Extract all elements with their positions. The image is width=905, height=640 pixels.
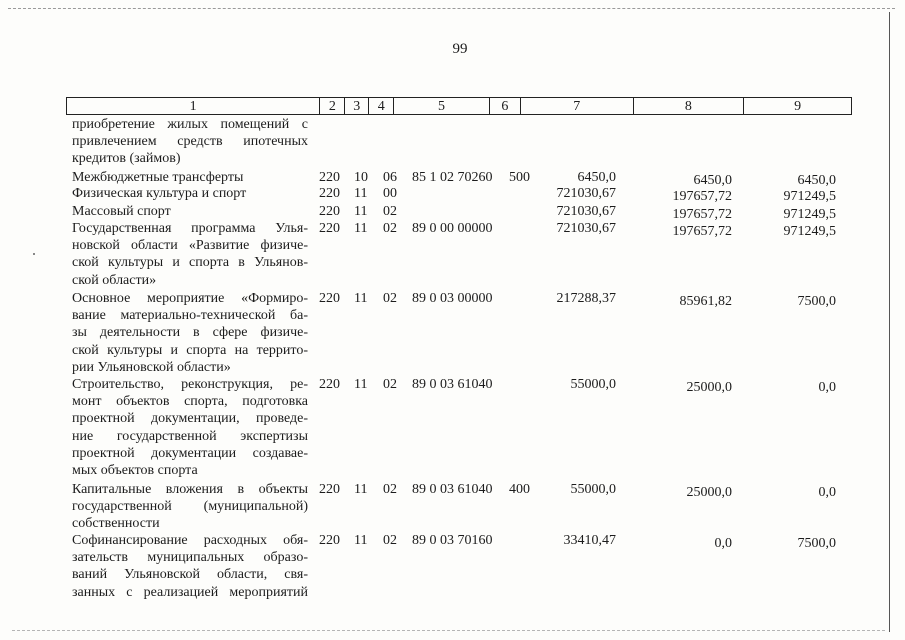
header-col-9: 9 bbox=[794, 99, 802, 114]
row-name-line: ской культуры и спорта на террито- bbox=[72, 342, 308, 358]
row-name-line: собственности bbox=[72, 516, 160, 532]
row-name-line: ской культуры и спорта в Ульянов- bbox=[72, 255, 308, 271]
row-name-line: рии Ульяновской области» bbox=[72, 359, 231, 375]
cell-col-2: 220 bbox=[319, 221, 340, 236]
cell-col-2: 220 bbox=[319, 533, 340, 548]
cell-col-3: 11 bbox=[354, 482, 368, 497]
cell-col-9: 7500,0 bbox=[797, 536, 836, 551]
cell-col-7: 721030,67 bbox=[556, 186, 616, 201]
row-name-line: новской области «Развитие физиче- bbox=[72, 238, 308, 254]
row-name-line: зательств муниципальных образо- bbox=[72, 550, 308, 566]
cell-col-8: 197657,72 bbox=[672, 189, 732, 204]
cell-col-2: 220 bbox=[319, 482, 340, 497]
cell-col-4: 02 bbox=[383, 533, 397, 548]
cell-col-4: 02 bbox=[383, 482, 397, 497]
cell-col-8: 85961,82 bbox=[679, 294, 732, 309]
row-name-line: ваний Ульяновской области, свя- bbox=[72, 567, 308, 583]
cell-col-4: 02 bbox=[383, 221, 397, 236]
cell-col-2: 220 bbox=[319, 170, 340, 185]
cell-col-5: 85 1 02 70260 bbox=[412, 170, 493, 185]
row-name-line: Капитальные вложения в объекты bbox=[72, 482, 308, 497]
cell-col-8: 0,0 bbox=[714, 536, 732, 551]
cell-col-3: 11 bbox=[354, 533, 368, 548]
header-col-4: 4 bbox=[369, 98, 394, 114]
row-name-line: Межбюджетные трансферты bbox=[72, 170, 244, 185]
row-name-line: мых объектов спорта bbox=[72, 462, 198, 478]
row-name-line: Строительство, реконструкция, ре- bbox=[72, 377, 308, 392]
cell-col-2: 220 bbox=[319, 377, 340, 392]
row-name-line: государственной (муниципальной) bbox=[72, 499, 308, 515]
header-col-2: 2 bbox=[320, 98, 345, 114]
cell-col-7: 55000,0 bbox=[570, 482, 616, 497]
row-name bbox=[72, 169, 308, 186]
header-col-1: 1 bbox=[67, 98, 320, 114]
header-col-3: 3 bbox=[345, 98, 369, 114]
row-name-line: вание материально-технической ба- bbox=[72, 308, 308, 324]
scan-edge-top bbox=[8, 8, 895, 9]
cell-col-5: 89 0 03 61040 bbox=[412, 482, 493, 497]
cell-col-4: 06 bbox=[383, 170, 397, 185]
row-name-line: Софинансирование расходных обя- bbox=[72, 533, 308, 548]
row-name bbox=[72, 376, 308, 479]
cell-col-5: 89 0 03 70160 bbox=[412, 533, 493, 548]
cell-col-8: 25000,0 bbox=[686, 485, 732, 500]
row-name-line: Массовый спорт bbox=[72, 204, 171, 219]
cell-col-9: 0,0 bbox=[818, 380, 836, 395]
cell-col-2: 220 bbox=[319, 204, 340, 219]
row-name-line: ние государственной экспертизы bbox=[72, 428, 308, 444]
row-name-line: привлечением средств ипотечных bbox=[72, 134, 308, 150]
row-name bbox=[72, 290, 308, 376]
cell-col-3: 11 bbox=[354, 221, 368, 236]
cell-col-2: 220 bbox=[319, 291, 340, 306]
row-name-line: проектной документации создавае- bbox=[72, 445, 308, 461]
row-name-line: кредитов (займов) bbox=[72, 151, 181, 167]
row-name bbox=[72, 532, 308, 601]
cell-col-9: 971249,5 bbox=[783, 189, 836, 204]
row-name-line: приобретение жилых помещений с bbox=[72, 117, 308, 132]
cell-col-9: 0,0 bbox=[818, 485, 836, 500]
cell-col-7: 6450,0 bbox=[577, 170, 616, 185]
row-name-line: зы деятельности в сфере физиче- bbox=[72, 325, 308, 341]
header-col-7: 7 bbox=[521, 98, 634, 114]
cell-col-9: 971249,5 bbox=[783, 207, 836, 222]
cell-col-8: 197657,72 bbox=[672, 224, 732, 239]
cell-col-3: 10 bbox=[354, 170, 368, 185]
scan-edge-right bbox=[889, 12, 890, 632]
row-name bbox=[72, 116, 308, 168]
cell-col-4: 02 bbox=[383, 291, 397, 306]
row-name bbox=[72, 203, 308, 220]
cell-col-8: 6450,0 bbox=[693, 173, 732, 188]
cell-col-3: 11 bbox=[354, 186, 368, 201]
row-name-line: проектной документации, проведе- bbox=[72, 411, 308, 427]
scan-edge-bottom bbox=[12, 630, 885, 631]
cell-col-9: 7500,0 bbox=[797, 294, 836, 309]
row-name bbox=[72, 220, 308, 289]
header-col-5: 5 bbox=[394, 98, 490, 114]
row-name-line: монт объектов спорта, подготовка bbox=[72, 394, 308, 410]
row-name-line: Основное мероприятие «Формиро- bbox=[72, 291, 308, 306]
cell-col-4: 00 bbox=[383, 186, 397, 201]
cell-col-6: 400 bbox=[509, 482, 530, 497]
cell-col-7: 55000,0 bbox=[570, 377, 616, 392]
header-col-8: 8 bbox=[634, 98, 745, 114]
page-number: 99 bbox=[452, 41, 468, 57]
cell-col-2: 220 bbox=[319, 186, 340, 201]
cell-col-5: 89 0 03 00000 bbox=[412, 291, 493, 306]
cell-col-7: 33410,47 bbox=[563, 533, 616, 548]
scan-speck bbox=[33, 253, 35, 255]
cell-col-8: 25000,0 bbox=[686, 380, 732, 395]
row-name-line: ской области» bbox=[72, 272, 157, 288]
cell-col-6: 500 bbox=[509, 170, 530, 185]
row-name bbox=[72, 481, 308, 533]
cell-col-3: 11 bbox=[354, 377, 368, 392]
cell-col-7: 721030,67 bbox=[556, 204, 616, 219]
cell-col-9: 6450,0 bbox=[797, 173, 836, 188]
cell-col-9: 971249,5 bbox=[783, 224, 836, 239]
cell-col-3: 11 bbox=[354, 204, 368, 219]
cell-col-5: 89 0 00 00000 bbox=[412, 221, 493, 236]
table-header-row bbox=[66, 97, 852, 115]
cell-col-4: 02 bbox=[383, 377, 397, 392]
cell-col-5: 89 0 03 61040 bbox=[412, 377, 493, 392]
cell-col-7: 721030,67 bbox=[556, 221, 616, 236]
cell-col-8: 197657,72 bbox=[672, 207, 732, 222]
cell-col-7: 217288,37 bbox=[556, 291, 616, 306]
row-name-line: занных с реализацией мероприятий bbox=[72, 584, 308, 600]
cell-col-3: 11 bbox=[354, 291, 368, 306]
header-col-6: 6 bbox=[490, 98, 521, 114]
row-name-line: Государственная программа Улья- bbox=[72, 221, 308, 236]
cell-col-4: 02 bbox=[383, 204, 397, 219]
row-name-line: Физическая культура и спорт bbox=[72, 186, 247, 201]
row-name bbox=[72, 185, 308, 202]
